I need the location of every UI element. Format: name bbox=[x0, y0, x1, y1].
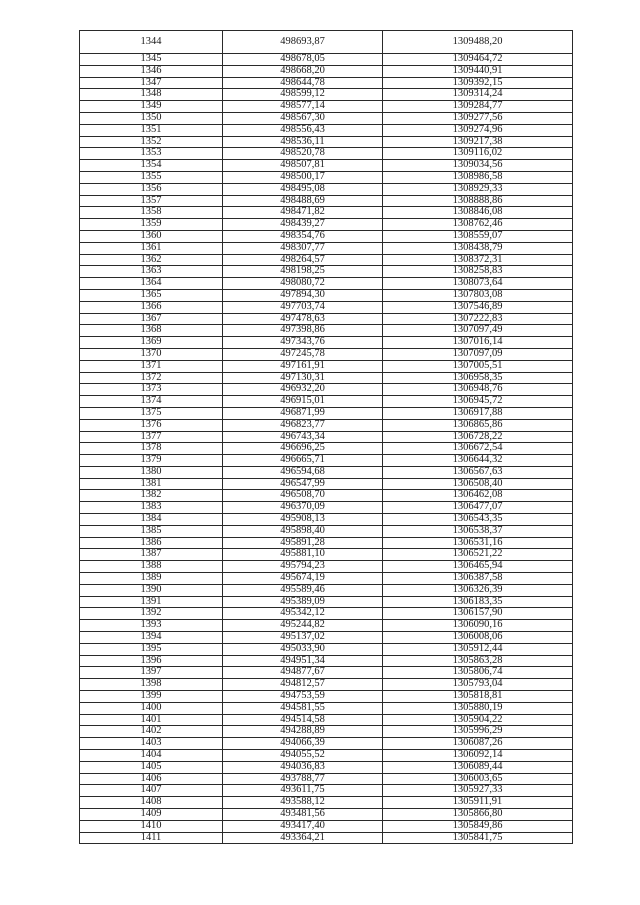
point-number-cell: 1376 bbox=[80, 419, 223, 431]
x-coordinate-cell: 498500,17 bbox=[223, 171, 383, 183]
point-number-cell: 1407 bbox=[80, 785, 223, 797]
x-coordinate-cell: 496871,99 bbox=[223, 407, 383, 419]
x-coordinate-cell: 498644,78 bbox=[223, 77, 383, 89]
y-coordinate-cell: 1307222,83 bbox=[383, 313, 573, 325]
point-number-cell: 1390 bbox=[80, 584, 223, 596]
table-row bbox=[80, 77, 573, 89]
y-coordinate-cell: 1308888,86 bbox=[383, 195, 573, 207]
point-number-cell: 1397 bbox=[80, 667, 223, 679]
table-row bbox=[80, 714, 573, 726]
table-row bbox=[80, 478, 573, 490]
y-coordinate-cell: 1306090,16 bbox=[383, 620, 573, 632]
point-number-cell: 1345 bbox=[80, 54, 223, 66]
x-coordinate-cell: 497398,86 bbox=[223, 325, 383, 337]
y-coordinate-cell: 1306326,39 bbox=[383, 584, 573, 596]
table-row bbox=[80, 584, 573, 596]
point-number-cell: 1401 bbox=[80, 714, 223, 726]
x-coordinate-cell: 497894,30 bbox=[223, 289, 383, 301]
point-number-cell: 1349 bbox=[80, 101, 223, 113]
y-coordinate-cell: 1306531,16 bbox=[383, 537, 573, 549]
table-row bbox=[80, 31, 573, 54]
table-row bbox=[80, 608, 573, 620]
y-coordinate-cell: 1309274,96 bbox=[383, 124, 573, 136]
point-number-cell: 1354 bbox=[80, 160, 223, 172]
x-coordinate-cell: 497245,78 bbox=[223, 348, 383, 360]
point-number-cell: 1351 bbox=[80, 124, 223, 136]
x-coordinate-cell: 498198,25 bbox=[223, 266, 383, 278]
table-row bbox=[80, 502, 573, 514]
y-coordinate-cell: 1306465,94 bbox=[383, 561, 573, 573]
x-coordinate-cell: 497161,91 bbox=[223, 360, 383, 372]
point-number-cell: 1369 bbox=[80, 337, 223, 349]
table-row bbox=[80, 466, 573, 478]
y-coordinate-cell: 1308258,83 bbox=[383, 266, 573, 278]
table-row bbox=[80, 573, 573, 585]
point-number-cell: 1375 bbox=[80, 407, 223, 419]
x-coordinate-cell: 494581,55 bbox=[223, 702, 383, 714]
point-number-cell: 1346 bbox=[80, 65, 223, 77]
y-coordinate-cell: 1308372,31 bbox=[383, 254, 573, 266]
x-coordinate-cell: 495033,90 bbox=[223, 643, 383, 655]
point-number-cell: 1389 bbox=[80, 573, 223, 585]
y-coordinate-cell: 1306521,22 bbox=[383, 549, 573, 561]
x-coordinate-cell: 494877,67 bbox=[223, 667, 383, 679]
table-row bbox=[80, 112, 573, 124]
coordinate-table bbox=[79, 30, 573, 844]
table-row bbox=[80, 620, 573, 632]
point-number-cell: 1384 bbox=[80, 514, 223, 526]
x-coordinate-cell: 495881,10 bbox=[223, 549, 383, 561]
y-coordinate-cell: 1305911,91 bbox=[383, 797, 573, 809]
y-coordinate-cell: 1306387,58 bbox=[383, 573, 573, 585]
x-coordinate-cell: 495137,02 bbox=[223, 632, 383, 644]
y-coordinate-cell: 1308846,08 bbox=[383, 207, 573, 219]
table-row bbox=[80, 809, 573, 821]
point-number-cell: 1391 bbox=[80, 596, 223, 608]
y-coordinate-cell: 1308762,46 bbox=[383, 219, 573, 231]
coordinate-table-body bbox=[80, 31, 573, 844]
x-coordinate-cell: 495342,12 bbox=[223, 608, 383, 620]
x-coordinate-cell: 496743,34 bbox=[223, 431, 383, 443]
y-coordinate-cell: 1306543,35 bbox=[383, 514, 573, 526]
y-coordinate-cell: 1305880,19 bbox=[383, 702, 573, 714]
coordinate-table-container bbox=[79, 30, 572, 844]
x-coordinate-cell: 495794,23 bbox=[223, 561, 383, 573]
table-row bbox=[80, 101, 573, 113]
table-row bbox=[80, 219, 573, 231]
table-row bbox=[80, 655, 573, 667]
table-row bbox=[80, 667, 573, 679]
table-row bbox=[80, 348, 573, 360]
point-number-cell: 1409 bbox=[80, 809, 223, 821]
point-number-cell: 1402 bbox=[80, 726, 223, 738]
x-coordinate-cell: 496932,20 bbox=[223, 384, 383, 396]
x-coordinate-cell: 496370,09 bbox=[223, 502, 383, 514]
x-coordinate-cell: 498354,76 bbox=[223, 230, 383, 242]
x-coordinate-cell: 498678,05 bbox=[223, 54, 383, 66]
point-number-cell: 1411 bbox=[80, 832, 223, 844]
y-coordinate-cell: 1308438,79 bbox=[383, 242, 573, 254]
x-coordinate-cell: 496823,77 bbox=[223, 419, 383, 431]
table-row bbox=[80, 396, 573, 408]
y-coordinate-cell: 1305904,22 bbox=[383, 714, 573, 726]
y-coordinate-cell: 1307097,09 bbox=[383, 348, 573, 360]
y-coordinate-cell: 1306183,35 bbox=[383, 596, 573, 608]
point-number-cell: 1356 bbox=[80, 183, 223, 195]
x-coordinate-cell: 496915,01 bbox=[223, 396, 383, 408]
y-coordinate-cell: 1305996,29 bbox=[383, 726, 573, 738]
y-coordinate-cell: 1306538,37 bbox=[383, 525, 573, 537]
y-coordinate-cell: 1306945,72 bbox=[383, 396, 573, 408]
table-row bbox=[80, 266, 573, 278]
table-row bbox=[80, 325, 573, 337]
point-number-cell: 1398 bbox=[80, 679, 223, 691]
y-coordinate-cell: 1307803,08 bbox=[383, 289, 573, 301]
point-number-cell: 1408 bbox=[80, 797, 223, 809]
table-row bbox=[80, 820, 573, 832]
x-coordinate-cell: 493588,12 bbox=[223, 797, 383, 809]
point-number-cell: 1385 bbox=[80, 525, 223, 537]
table-row bbox=[80, 372, 573, 384]
point-number-cell: 1395 bbox=[80, 643, 223, 655]
x-coordinate-cell: 493611,75 bbox=[223, 785, 383, 797]
table-row bbox=[80, 679, 573, 691]
y-coordinate-cell: 1309488,20 bbox=[383, 31, 573, 54]
table-row bbox=[80, 195, 573, 207]
y-coordinate-cell: 1306008,06 bbox=[383, 632, 573, 644]
point-number-cell: 1378 bbox=[80, 443, 223, 455]
table-row bbox=[80, 160, 573, 172]
point-number-cell: 1399 bbox=[80, 691, 223, 703]
y-coordinate-cell: 1307546,89 bbox=[383, 301, 573, 313]
x-coordinate-cell: 497703,74 bbox=[223, 301, 383, 313]
y-coordinate-cell: 1306462,08 bbox=[383, 490, 573, 502]
table-row bbox=[80, 797, 573, 809]
table-row bbox=[80, 738, 573, 750]
table-row bbox=[80, 301, 573, 313]
y-coordinate-cell: 1306092,14 bbox=[383, 750, 573, 762]
point-number-cell: 1355 bbox=[80, 171, 223, 183]
y-coordinate-cell: 1305863,28 bbox=[383, 655, 573, 667]
point-number-cell: 1344 bbox=[80, 31, 223, 54]
x-coordinate-cell: 493417,40 bbox=[223, 820, 383, 832]
y-coordinate-cell: 1307016,14 bbox=[383, 337, 573, 349]
x-coordinate-cell: 495891,28 bbox=[223, 537, 383, 549]
y-coordinate-cell: 1308559,07 bbox=[383, 230, 573, 242]
y-coordinate-cell: 1309392,15 bbox=[383, 77, 573, 89]
x-coordinate-cell: 495389,09 bbox=[223, 596, 383, 608]
point-number-cell: 1377 bbox=[80, 431, 223, 443]
point-number-cell: 1410 bbox=[80, 820, 223, 832]
table-row bbox=[80, 419, 573, 431]
x-coordinate-cell: 495898,40 bbox=[223, 525, 383, 537]
point-number-cell: 1394 bbox=[80, 632, 223, 644]
table-row bbox=[80, 750, 573, 762]
point-number-cell: 1387 bbox=[80, 549, 223, 561]
point-number-cell: 1406 bbox=[80, 773, 223, 785]
point-number-cell: 1400 bbox=[80, 702, 223, 714]
y-coordinate-cell: 1307097,49 bbox=[383, 325, 573, 337]
y-coordinate-cell: 1305866,80 bbox=[383, 809, 573, 821]
table-row bbox=[80, 337, 573, 349]
point-number-cell: 1370 bbox=[80, 348, 223, 360]
table-row bbox=[80, 691, 573, 703]
y-coordinate-cell: 1306728,22 bbox=[383, 431, 573, 443]
point-number-cell: 1364 bbox=[80, 278, 223, 290]
x-coordinate-cell: 498536,11 bbox=[223, 136, 383, 148]
y-coordinate-cell: 1306567,63 bbox=[383, 466, 573, 478]
point-number-cell: 1363 bbox=[80, 266, 223, 278]
x-coordinate-cell: 495244,82 bbox=[223, 620, 383, 632]
table-row bbox=[80, 65, 573, 77]
table-row bbox=[80, 761, 573, 773]
point-number-cell: 1361 bbox=[80, 242, 223, 254]
y-coordinate-cell: 1306865,86 bbox=[383, 419, 573, 431]
x-coordinate-cell: 498488,69 bbox=[223, 195, 383, 207]
y-coordinate-cell: 1306508,40 bbox=[383, 478, 573, 490]
point-number-cell: 1357 bbox=[80, 195, 223, 207]
y-coordinate-cell: 1305806,74 bbox=[383, 667, 573, 679]
x-coordinate-cell: 495589,46 bbox=[223, 584, 383, 596]
table-row bbox=[80, 254, 573, 266]
x-coordinate-cell: 495908,13 bbox=[223, 514, 383, 526]
point-number-cell: 1393 bbox=[80, 620, 223, 632]
y-coordinate-cell: 1306087,26 bbox=[383, 738, 573, 750]
y-coordinate-cell: 1308929,33 bbox=[383, 183, 573, 195]
point-number-cell: 1358 bbox=[80, 207, 223, 219]
x-coordinate-cell: 498080,72 bbox=[223, 278, 383, 290]
point-number-cell: 1380 bbox=[80, 466, 223, 478]
y-coordinate-cell: 1305793,04 bbox=[383, 679, 573, 691]
x-coordinate-cell: 498668,20 bbox=[223, 65, 383, 77]
table-row bbox=[80, 643, 573, 655]
table-row bbox=[80, 490, 573, 502]
table-row bbox=[80, 407, 573, 419]
point-number-cell: 1366 bbox=[80, 301, 223, 313]
y-coordinate-cell: 1308986,58 bbox=[383, 171, 573, 183]
x-coordinate-cell: 494812,57 bbox=[223, 679, 383, 691]
table-row bbox=[80, 537, 573, 549]
y-coordinate-cell: 1306672,54 bbox=[383, 443, 573, 455]
point-number-cell: 1367 bbox=[80, 313, 223, 325]
y-coordinate-cell: 1309314,24 bbox=[383, 89, 573, 101]
x-coordinate-cell: 493788,77 bbox=[223, 773, 383, 785]
point-number-cell: 1368 bbox=[80, 325, 223, 337]
table-row bbox=[80, 313, 573, 325]
point-number-cell: 1362 bbox=[80, 254, 223, 266]
table-row bbox=[80, 702, 573, 714]
x-coordinate-cell: 494753,59 bbox=[223, 691, 383, 703]
point-number-cell: 1381 bbox=[80, 478, 223, 490]
x-coordinate-cell: 496665,71 bbox=[223, 455, 383, 467]
point-number-cell: 1360 bbox=[80, 230, 223, 242]
table-row bbox=[80, 124, 573, 136]
point-number-cell: 1405 bbox=[80, 761, 223, 773]
y-coordinate-cell: 1307005,51 bbox=[383, 360, 573, 372]
table-row bbox=[80, 431, 573, 443]
x-coordinate-cell: 498520,78 bbox=[223, 148, 383, 160]
y-coordinate-cell: 1305818,81 bbox=[383, 691, 573, 703]
x-coordinate-cell: 495674,19 bbox=[223, 573, 383, 585]
y-coordinate-cell: 1305912,44 bbox=[383, 643, 573, 655]
x-coordinate-cell: 493364,21 bbox=[223, 832, 383, 844]
x-coordinate-cell: 496594,68 bbox=[223, 466, 383, 478]
y-coordinate-cell: 1305841,75 bbox=[383, 832, 573, 844]
table-row bbox=[80, 230, 573, 242]
y-coordinate-cell: 1306644,32 bbox=[383, 455, 573, 467]
y-coordinate-cell: 1309277,56 bbox=[383, 112, 573, 124]
x-coordinate-cell: 494036,83 bbox=[223, 761, 383, 773]
y-coordinate-cell: 1306003,65 bbox=[383, 773, 573, 785]
table-row bbox=[80, 278, 573, 290]
x-coordinate-cell: 496547,99 bbox=[223, 478, 383, 490]
x-coordinate-cell: 493481,56 bbox=[223, 809, 383, 821]
point-number-cell: 1382 bbox=[80, 490, 223, 502]
point-number-cell: 1379 bbox=[80, 455, 223, 467]
x-coordinate-cell: 498599,12 bbox=[223, 89, 383, 101]
x-coordinate-cell: 498495,08 bbox=[223, 183, 383, 195]
point-number-cell: 1372 bbox=[80, 372, 223, 384]
point-number-cell: 1353 bbox=[80, 148, 223, 160]
x-coordinate-cell: 497130,31 bbox=[223, 372, 383, 384]
table-row bbox=[80, 549, 573, 561]
point-number-cell: 1347 bbox=[80, 77, 223, 89]
x-coordinate-cell: 498264,57 bbox=[223, 254, 383, 266]
table-row bbox=[80, 726, 573, 738]
table-row bbox=[80, 207, 573, 219]
x-coordinate-cell: 498556,43 bbox=[223, 124, 383, 136]
point-number-cell: 1383 bbox=[80, 502, 223, 514]
x-coordinate-cell: 498439,27 bbox=[223, 219, 383, 231]
x-coordinate-cell: 497478,63 bbox=[223, 313, 383, 325]
table-row bbox=[80, 183, 573, 195]
point-number-cell: 1365 bbox=[80, 289, 223, 301]
point-number-cell: 1373 bbox=[80, 384, 223, 396]
table-row bbox=[80, 596, 573, 608]
x-coordinate-cell: 497343,76 bbox=[223, 337, 383, 349]
point-number-cell: 1350 bbox=[80, 112, 223, 124]
x-coordinate-cell: 496508,70 bbox=[223, 490, 383, 502]
x-coordinate-cell: 496696,25 bbox=[223, 443, 383, 455]
y-coordinate-cell: 1309217,38 bbox=[383, 136, 573, 148]
x-coordinate-cell: 498693,87 bbox=[223, 31, 383, 54]
y-coordinate-cell: 1306948,76 bbox=[383, 384, 573, 396]
point-number-cell: 1392 bbox=[80, 608, 223, 620]
x-coordinate-cell: 494288,89 bbox=[223, 726, 383, 738]
point-number-cell: 1371 bbox=[80, 360, 223, 372]
y-coordinate-cell: 1308073,64 bbox=[383, 278, 573, 290]
x-coordinate-cell: 494514,58 bbox=[223, 714, 383, 726]
table-row bbox=[80, 360, 573, 372]
table-row bbox=[80, 514, 573, 526]
point-number-cell: 1352 bbox=[80, 136, 223, 148]
table-row bbox=[80, 89, 573, 101]
y-coordinate-cell: 1306089,44 bbox=[383, 761, 573, 773]
table-row bbox=[80, 561, 573, 573]
y-coordinate-cell: 1306958,35 bbox=[383, 372, 573, 384]
x-coordinate-cell: 498577,14 bbox=[223, 101, 383, 113]
y-coordinate-cell: 1309034,56 bbox=[383, 160, 573, 172]
point-number-cell: 1388 bbox=[80, 561, 223, 573]
table-row bbox=[80, 148, 573, 160]
x-coordinate-cell: 498507,81 bbox=[223, 160, 383, 172]
point-number-cell: 1396 bbox=[80, 655, 223, 667]
point-number-cell: 1403 bbox=[80, 738, 223, 750]
table-row bbox=[80, 136, 573, 148]
table-row bbox=[80, 242, 573, 254]
x-coordinate-cell: 494951,34 bbox=[223, 655, 383, 667]
table-row bbox=[80, 171, 573, 183]
point-number-cell: 1374 bbox=[80, 396, 223, 408]
table-row bbox=[80, 384, 573, 396]
y-coordinate-cell: 1309284,77 bbox=[383, 101, 573, 113]
table-row bbox=[80, 443, 573, 455]
x-coordinate-cell: 498307,77 bbox=[223, 242, 383, 254]
table-row bbox=[80, 832, 573, 844]
table-row bbox=[80, 773, 573, 785]
y-coordinate-cell: 1309116,02 bbox=[383, 148, 573, 160]
table-row bbox=[80, 785, 573, 797]
y-coordinate-cell: 1306477,07 bbox=[383, 502, 573, 514]
y-coordinate-cell: 1305849,86 bbox=[383, 820, 573, 832]
y-coordinate-cell: 1309440,91 bbox=[383, 65, 573, 77]
y-coordinate-cell: 1309464,72 bbox=[383, 54, 573, 66]
point-number-cell: 1404 bbox=[80, 750, 223, 762]
point-number-cell: 1348 bbox=[80, 89, 223, 101]
table-row bbox=[80, 455, 573, 467]
x-coordinate-cell: 494066,39 bbox=[223, 738, 383, 750]
x-coordinate-cell: 494055,52 bbox=[223, 750, 383, 762]
table-row bbox=[80, 289, 573, 301]
y-coordinate-cell: 1306917,88 bbox=[383, 407, 573, 419]
table-row bbox=[80, 54, 573, 66]
x-coordinate-cell: 498567,30 bbox=[223, 112, 383, 124]
point-number-cell: 1386 bbox=[80, 537, 223, 549]
x-coordinate-cell: 498471,82 bbox=[223, 207, 383, 219]
y-coordinate-cell: 1306157,90 bbox=[383, 608, 573, 620]
table-row bbox=[80, 632, 573, 644]
point-number-cell: 1359 bbox=[80, 219, 223, 231]
y-coordinate-cell: 1305927,33 bbox=[383, 785, 573, 797]
table-row bbox=[80, 525, 573, 537]
